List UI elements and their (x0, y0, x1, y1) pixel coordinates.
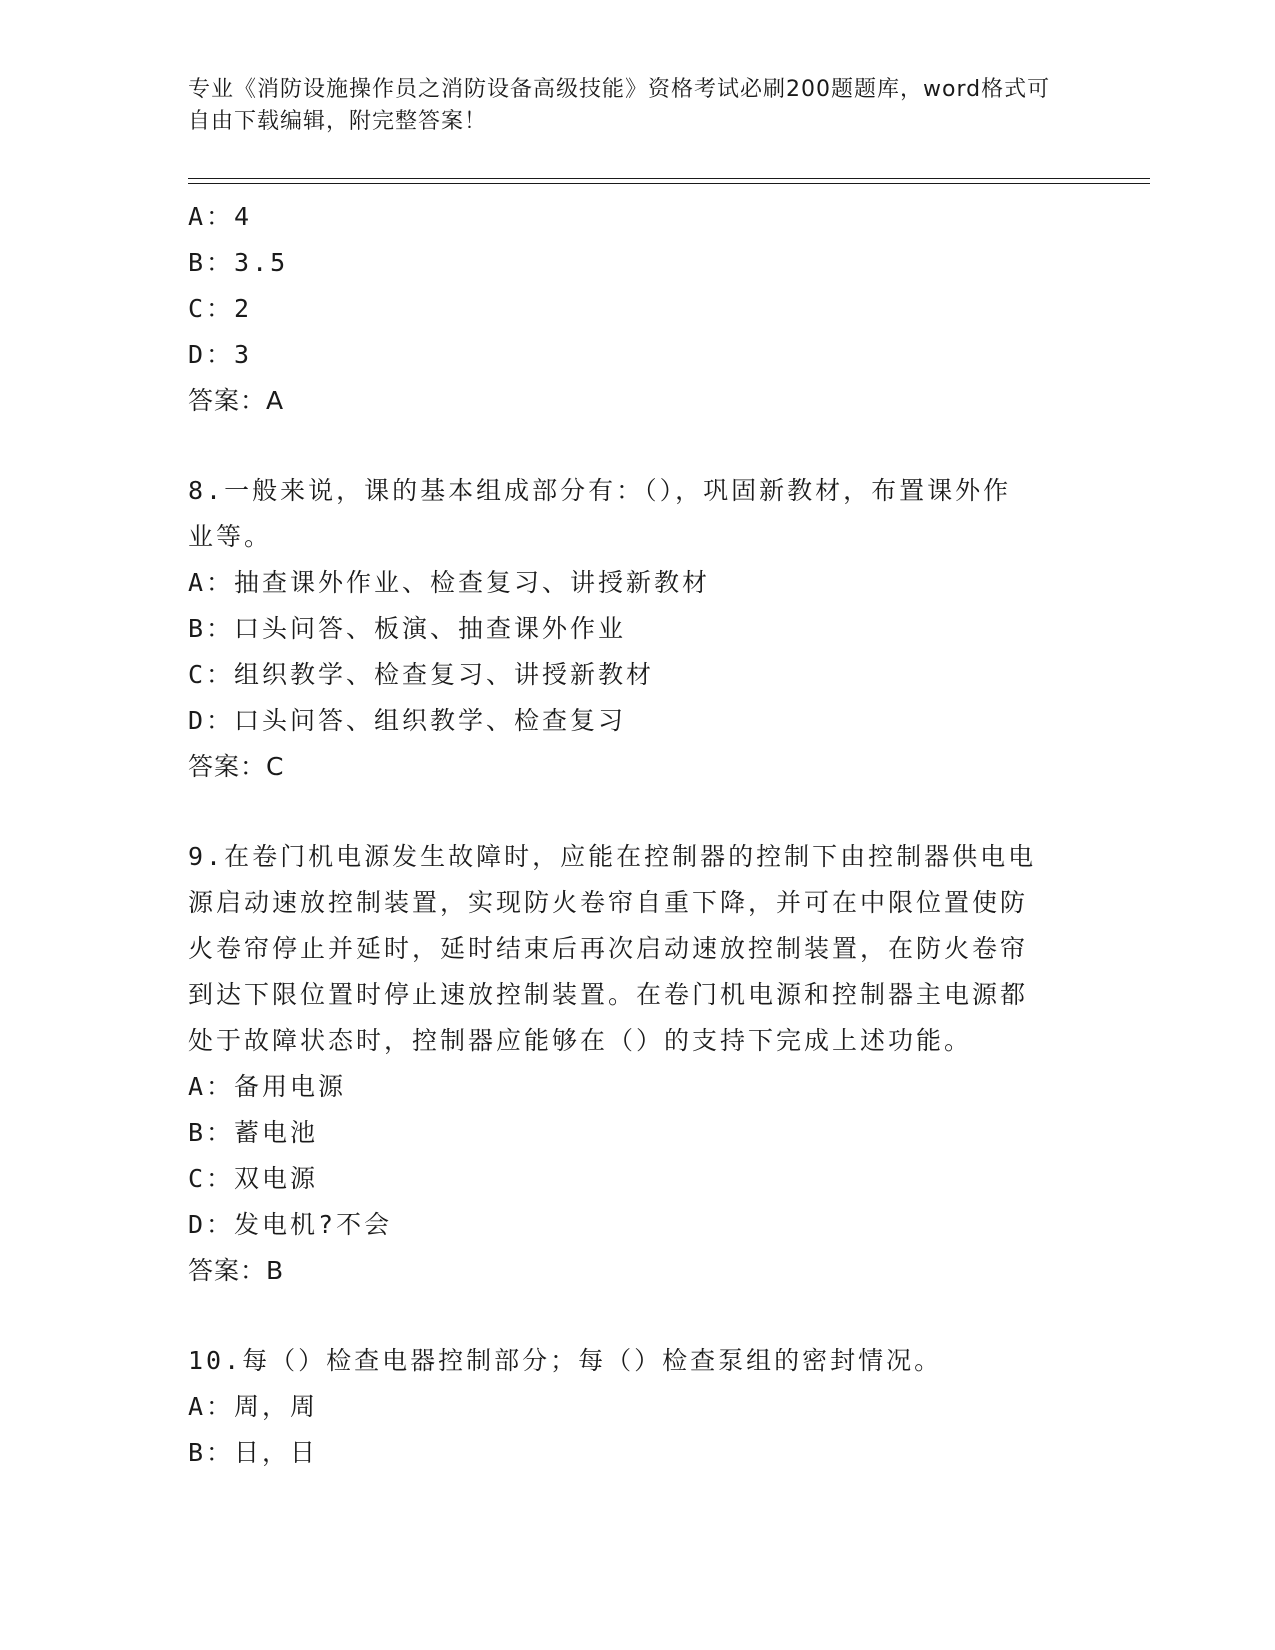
question-9-block (188, 834, 1068, 1294)
q9-stem-line: 源启动速放控制装置，实现防火卷帘自重下降，并可在中限位置使防 (188, 888, 1029, 917)
question-7-block (188, 194, 1068, 424)
question-8-block (188, 468, 1068, 790)
q9-stem-line: 9.在卷门机电源发生故障时，应能在控制器的控制下由控制器供电电 (188, 842, 1037, 871)
q9-stem-line: 火卷帘停止并延时，延时结束后再次启动速放控制装置，在防火卷帘 (188, 934, 1029, 963)
q10-option-b: B：日，日 (188, 1438, 319, 1467)
q8-option-b: B：口头问答、板演、抽查课外作业 (188, 614, 627, 643)
q10-option-a: A：周，周 (188, 1392, 319, 1421)
q8-option-a: A：抽查课外作业、检查复习、讲授新教材 (188, 568, 711, 597)
header-rule-bottom (188, 183, 1150, 184)
q8-answer: 答案：C (188, 752, 285, 781)
document-header: 专业《消防设施操作员之消防设备高级技能》资格考试必刷200题题库，word格式可自由下载编辑，附完整答案！ (188, 77, 1051, 134)
q9-option-d: D：发电机?不会 (188, 1210, 393, 1239)
header-rule-top (188, 178, 1150, 179)
q9-option-a: A：备用电源 (188, 1072, 347, 1101)
q7-option-b: B：3.5 (188, 248, 289, 277)
q7-option-d: D：3 (188, 340, 253, 369)
q7-answer: 答案：A (188, 386, 285, 415)
q10-stem-line: 10.每（）检查电器控制部分；每（）检查泵组的密封情况。 (188, 1346, 943, 1375)
q7-option-c: C：2 (188, 294, 253, 323)
q9-stem-line: 到达下限位置时停止速放控制装置。在卷门机电源和控制器主电源都 (188, 980, 1029, 1009)
q7-option-a: A：4 (188, 202, 253, 231)
q9-stem-line: 处于故障状态时，控制器应能够在（）的支持下完成上述功能。 (188, 1026, 973, 1055)
q8-stem-line: 业等。 (188, 522, 273, 551)
q9-option-b: B：蓄电池 (188, 1118, 319, 1147)
q8-stem-line: 8.一般来说，课的基本组成部分有：（），巩固新教材，布置课外作 (188, 476, 1012, 505)
q8-option-c: C：组织教学、检查复习、讲授新教材 (188, 660, 655, 689)
question-content (188, 194, 1068, 1476)
q8-option-d: D：口头问答、组织教学、检查复习 (188, 706, 627, 735)
question-10-block (188, 1338, 1068, 1476)
spacer (188, 1294, 1068, 1338)
spacer (188, 790, 1068, 834)
q9-answer: 答案：B (188, 1256, 285, 1285)
q9-option-c: C：双电源 (188, 1164, 319, 1193)
spacer (188, 424, 1068, 468)
